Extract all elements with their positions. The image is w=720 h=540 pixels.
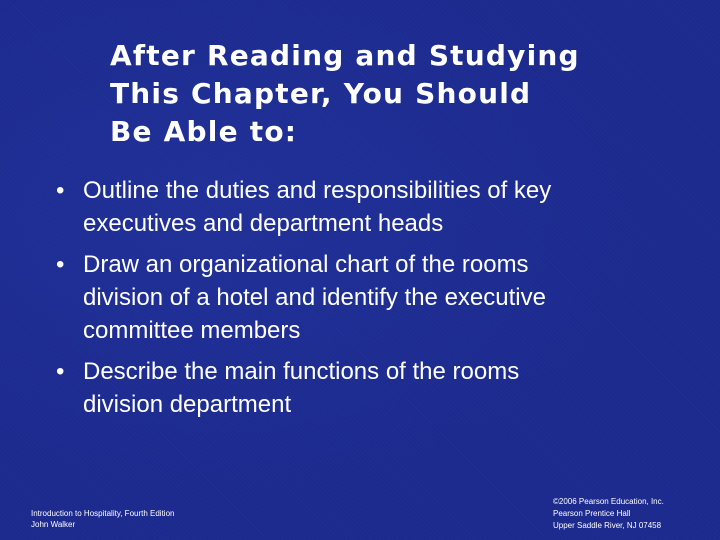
bullet-list (56, 174, 676, 429)
slide-title (110, 37, 670, 151)
bullet-text: Describe the main functions of the rooms division department (83, 358, 520, 418)
title-line: This Chapter, You Should (110, 77, 532, 110)
footer-book-title: Introduction to Hospitality, Fourth Edition (31, 509, 175, 518)
bullet-item (56, 355, 676, 421)
bullet-item (56, 248, 676, 347)
title-line: After Reading and Studying (110, 39, 580, 72)
bullet-text: Outline the duties and responsibilities of key executives and department heads (83, 177, 552, 237)
bullet-item (56, 174, 676, 240)
bullet-text: Draw an organizational chart of the rooms division of a hotel and identify the executive committee members (83, 251, 546, 344)
footer-author: John Walker (31, 520, 76, 529)
footer-publisher: Pearson Prentice Hall (553, 509, 631, 518)
bullet-icon: • (56, 358, 65, 385)
footer-copyright-line: ©2006 Pearson Education, Inc. (553, 497, 664, 506)
bullet-icon: • (56, 251, 65, 278)
bullet-icon: • (56, 177, 65, 204)
title-line: Be Able to: (110, 115, 298, 148)
footer-address: Upper Saddle River, NJ 07458 (553, 521, 662, 530)
footer-book-info (31, 508, 174, 530)
footer-copyright (553, 496, 664, 532)
